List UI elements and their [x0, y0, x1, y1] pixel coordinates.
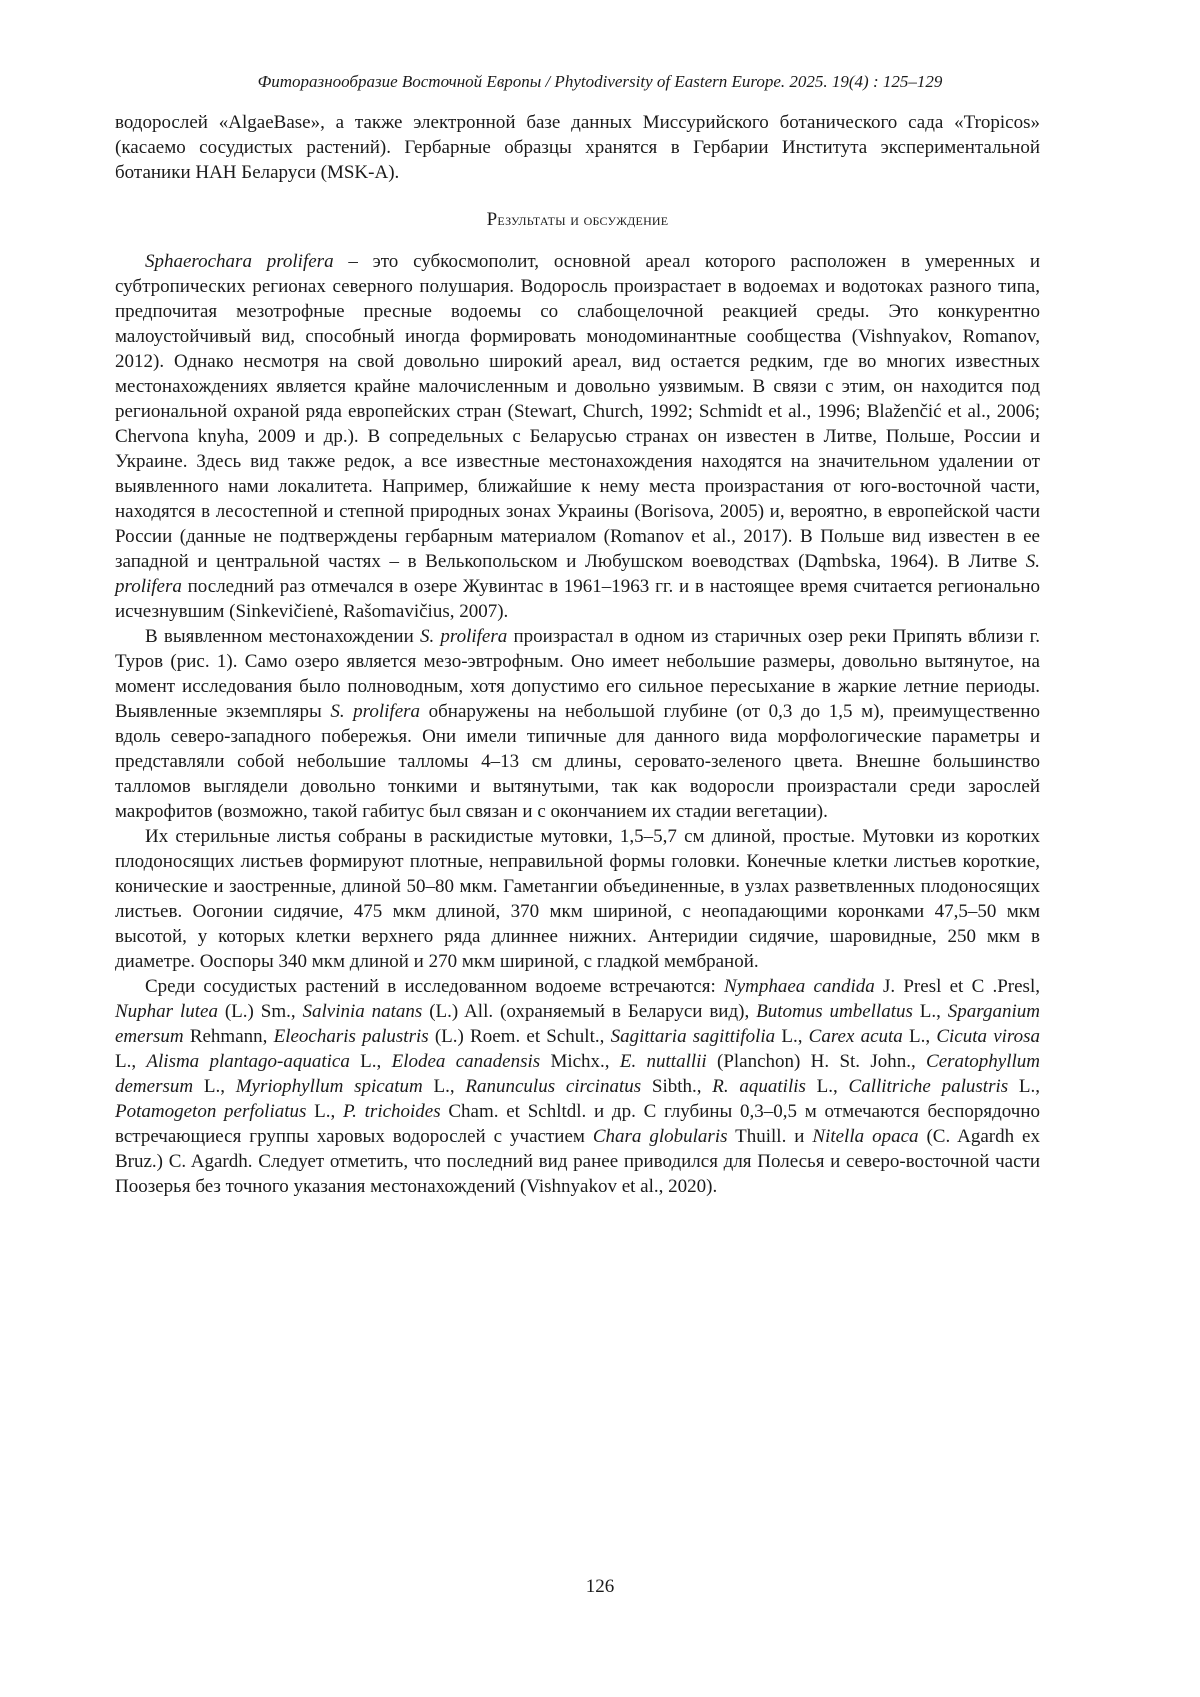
taxon-name: P. trichoides [343, 1101, 441, 1122]
taxon-name: S. prolifera [115, 551, 1040, 597]
paragraph-distribution [115, 249, 1040, 624]
taxon-name: Butomus umbellatus [756, 1001, 913, 1022]
taxon-name: Carex acuta [809, 1026, 903, 1047]
taxon-name: Salvinia natans [302, 1001, 422, 1022]
paragraph-text: В выявленном местонахождении [145, 626, 420, 647]
taxon-name: Chara globularis [593, 1126, 728, 1147]
paragraph-text: L., [423, 1076, 466, 1097]
section-heading-results [115, 207, 1040, 232]
taxon-name: Elodea canadensis [392, 1051, 541, 1072]
paragraph-text: (C. Agardh ex Bruz.) C. Agardh. Следует отметить, что последний вид ранее приводился для Полесья и северо-восточной части Поозерья без точного указания местонахождений (Vishnyakov et al., 2020). [115, 1126, 1040, 1197]
paragraph-text: L., [115, 1051, 146, 1072]
paragraph-text: L., [913, 1001, 948, 1022]
paragraph-text: L., [775, 1026, 809, 1047]
article-body [115, 110, 1040, 1199]
paragraph-text: Среди сосудистых растений в исследованном водоеме встречаются: [145, 976, 724, 997]
taxon-name: R. aquatilis [712, 1076, 806, 1097]
paragraph-text: Michx., [540, 1051, 620, 1072]
paragraph-text: L., [806, 1076, 849, 1097]
taxon-name: E. nuttallii [620, 1051, 707, 1072]
taxon-name: Cicuta virosa [936, 1026, 1040, 1047]
heading-text: езультаты и обсуждение [497, 210, 668, 229]
paragraph-locality [115, 624, 1040, 824]
paragraph-text: последний раз отмечался в озере Жувинтас в 1961–1963 гг. и в настоящее время считается регионально исчезнувшим (Sinkevičienė, Rašomavičius, 2007). [115, 576, 1040, 622]
paragraph-text: J. Presl et C .Presl, [875, 976, 1040, 997]
paragraph-text: обнаружены на небольшой глубине (от 0,3 до 1,5 м), преимущественно вдоль северо-западного побережья. Они имели типичные для данного вида морфологические параметры и представляли собой небольшие талломы 4–13 см длины, серовато-зеленого цвета. Внешне большинство талломов выглядели довольно тонкими и вытянутыми, так как водоросли произрастали среди зарослей макрофитов (возможно, такой габитус был связан и с окончанием их стадии вегетации). [115, 701, 1040, 822]
taxon-name: Nitella opaca [812, 1126, 918, 1147]
taxon-name: Eleocharis palustris [274, 1026, 429, 1047]
paragraph-text: L., [1008, 1076, 1040, 1097]
paragraph-text: (L.) All. (охраняемый в Беларуси вид), [422, 1001, 756, 1022]
paragraph-text: (L.) Sm., [218, 1001, 303, 1022]
taxon-name: S. prolifera [420, 626, 507, 647]
taxon-name: Alisma plantago-aquatica [146, 1051, 349, 1072]
taxon-name: Sphaerochara prolifera [145, 251, 334, 272]
heading-initial: Р [487, 209, 498, 230]
running-header: Фиторазнообразие Восточной Европы / Phytodiversity of Eastern Europe. 2025. 19(4) : 125–129 [0, 71, 1200, 93]
paragraph-morphology: Их стерильные листья собраны в раскидистые мутовки, 1,5–5,7 см длиной, простые. Мутовки из коротких плодоносящих листьев формируют плотные, неправильной формы головки. Конечные клетки листьев короткие, конические и заостренные, длиной 50–80 мкм. Гаметангии объединенные, в узлах разветвленных плодоносящих листьев. Оогонии сидячие, 475 мкм длиной, 370 мкм шириной, с неопадающими коронками 47,5–50 мкм высотой, у которых клетки верхнего ряда длиннее нижних. Антеридии сидячие, шаровидные, 250 мкм в диаметре. Ооспоры 340 мкм длиной и 270 мкм шириной, с гладкой мембраной. [115, 824, 1040, 974]
paragraph-text: L., [903, 1026, 937, 1047]
paragraph-text: Cham. et Schltdl. и др. С глубины 0,3–0,5 м отмечаются беспорядочно встречающиеся группы харовых водорослей с участием [115, 1101, 1040, 1147]
paragraph-text: Rehmann, [184, 1026, 274, 1047]
paragraph-text: L., [193, 1076, 236, 1097]
taxon-name: Myriophyllum spicatum [236, 1076, 423, 1097]
paragraph-vascular-plants [115, 974, 1040, 1199]
intro-paragraph: водорослей «AlgaeBase», а также электронной базе данных Миссурийского ботанического сада «Tropicos» (касаемо сосудистых растений). Гербарные образцы хранятся в Гербарии Института экспериментальной ботаники НАН Беларуси (MSK-A). [115, 110, 1040, 185]
paragraph-text: L., [350, 1051, 392, 1072]
paragraph-text: Thuill. и [728, 1126, 813, 1147]
paragraph-text: (L.) Roem. et Schult., [429, 1026, 611, 1047]
taxon-name: Sparganium emersum [115, 1001, 1040, 1047]
paragraph-text: (Planchon) H. St. John., [707, 1051, 926, 1072]
taxon-name: Potamogeton perfoliatus [115, 1101, 306, 1122]
taxon-name: Ceratophyllum demersum [115, 1051, 1040, 1097]
paragraph-text: Sibth., [641, 1076, 712, 1097]
taxon-name: Nuphar lutea [115, 1001, 218, 1022]
paragraph-text: – это субкосмополит, основной ареал которого расположен в умеренных и субтропических регионах северного полушария. Водоросль произрастает в водоемах и водотоках разного типа, предпочитая мезотрофные пресные водоемы со слабощелочной реакцией среды. Это конкурентно малоустойчивый вид, способный иногда формировать монодоминантные сообщества (Vishnyakov, Romanov, 2012). Однако несмотря на свой довольно широкий ареал, вид остается редким, где во многих известных местонахождениях является крайне малочисленным и довольно уязвимым. В связи с этим, он находится под региональной охраной ряда европейских стран (Stewart, Church, 1992; Schmidt et al., 1996; Blaženčić et al., 2006; Chervona knyha, 2009 и др.). В сопредельных с Беларусью странах он известен в Литве, Польше, России и Украине. Здесь вид также редок, а все известные местонахождения находятся на значительном удалении от выявленного нами локалитета. Например, ближайшие к нему места произрастания от юго-восточной части, находятся в лесостепной и степной природных зонах Украины (Borisova, 2005) и, вероятно, в европейской части России (данные не подтверждены гербарным материалом (Romanov et al., 2017). В Польше вид известен в ее западной и центральной частях – в Велькопольском и Любушском воеводствах (Dąmbska, 1964). В Литве [115, 251, 1040, 572]
taxon-name: Sagittaria sagittifolia [611, 1026, 776, 1047]
taxon-name: Nymphaea candida [724, 976, 875, 997]
journal-page [0, 0, 1200, 1697]
taxon-name: S. prolifera [330, 701, 420, 722]
paragraph-text: L., [306, 1101, 343, 1122]
page-number: 126 [0, 1576, 1200, 1598]
taxon-name: Callitriche palustris [849, 1076, 1009, 1097]
taxon-name: Ranunculus circinatus [465, 1076, 641, 1097]
paragraph-text: произрастал в одном из старичных озер реки Припять вблизи г. Туров (рис. 1). Само озеро является мезо-эвтрофным. Оно имеет небольшие размеры, довольно вытянутое, на момент исследования было полноводным, хотя допустимо его сильное пересыхание в жаркие летние периоды. Выявленные экземпляры [115, 626, 1040, 722]
